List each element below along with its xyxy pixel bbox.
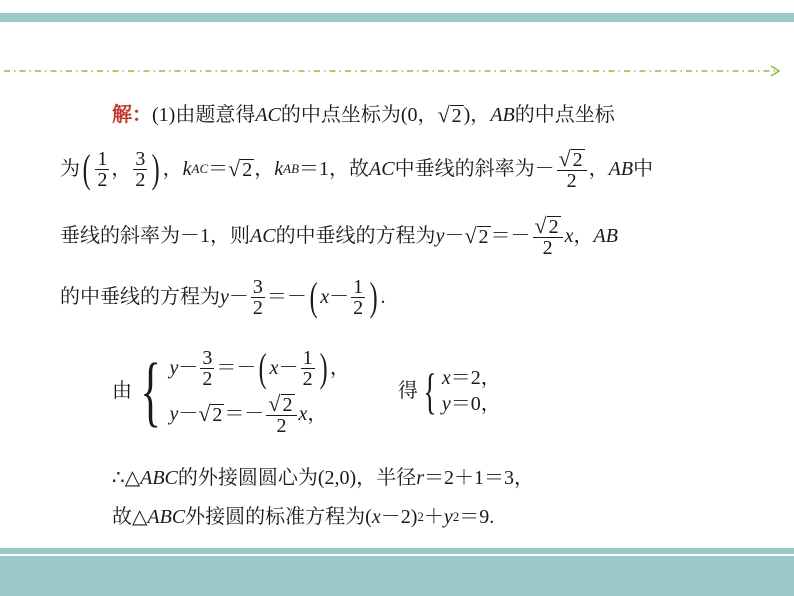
equation-1: y － $\frac{3}{2}$ ＝－ ( x － $\frac{1}{2}$ ) ， xyxy=(169,345,350,390)
sqrt: √ 2 xyxy=(464,223,489,248)
fraction: $\frac{1}{2}$ xyxy=(97,147,108,191)
bottom-band xyxy=(0,548,794,596)
solution-line-4: 的中垂线的方程为 y － $\frac{3}{2}$ ＝－ ( x － $\frac{1}{2}$ ) . xyxy=(60,274,386,319)
top-band xyxy=(0,13,794,22)
solution-result: x＝2， y＝0， xyxy=(441,367,501,415)
fraction: $\frac{1}{2}$ xyxy=(353,275,364,319)
sqrt: √ 2 xyxy=(228,156,253,181)
solution-line-2: 为 ( $\frac{1}{2}$ ， $\frac{3}{2}$ ) ， k AC ＝ √ 2 ， k AB ＝1，故 AC 中垂线的斜率为－ √ 2 2 ， AB 中 xyxy=(60,145,654,192)
equation-system: 由 { y － $\frac{3}{2}$ ＝－ ( x － $\frac{1}{2}$ ) ， y － √ 2 ＝－ √ 2 2 x ， 得 { x＝2， y＝0， xyxy=(112,345,501,437)
fraction: √ 2 2 xyxy=(557,148,587,191)
fraction: $\frac{3}{2}$ xyxy=(135,147,146,191)
equation-2: y － √ 2 ＝－ √ 2 2 x ， xyxy=(169,390,328,437)
fraction: $\frac{3}{2}$ xyxy=(252,275,263,319)
dotted-divider xyxy=(0,64,794,78)
solution-line-3: 垂线的斜率为－1，则 AC 的中垂线的方程为 y － √ 2 ＝－ √ 2 2 x ， AB xyxy=(60,212,618,259)
solution-label: 解： xyxy=(112,104,152,126)
fraction: √ 2 2 xyxy=(533,215,563,258)
solution-line-6: ∴△ ABC 的外接圆圆心为(2,0)，半径 r ＝2＋1＝3， xyxy=(112,467,535,489)
solution-line-7: 故△ ABC 外接圆的标准方程为( x －2) 2 ＋ y 2 ＝9. xyxy=(112,506,495,528)
solution-line-1: 解： (1)由题意得 AC 的中点坐标为(0， √ 2 )， AB 的中点坐标 xyxy=(112,102,615,127)
sqrt: √ 2 xyxy=(437,102,462,127)
